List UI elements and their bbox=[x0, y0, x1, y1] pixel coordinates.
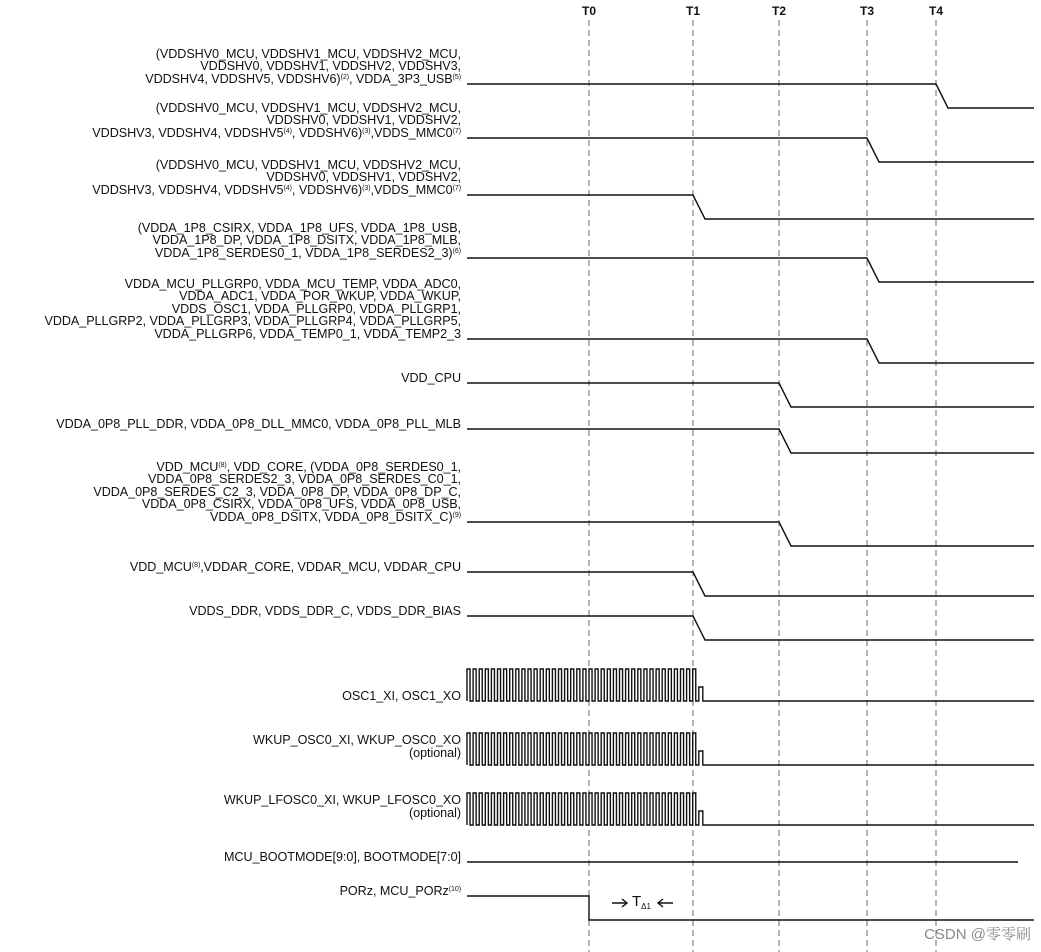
waveform-sig8 bbox=[467, 522, 1034, 546]
signal-label-line bbox=[92, 184, 461, 197]
waveform-path bbox=[467, 195, 1034, 219]
waveform-sig13 bbox=[467, 793, 1034, 825]
signal-label-line bbox=[93, 511, 461, 524]
label-text: VDD_CPU bbox=[401, 371, 461, 385]
label-text: (optional) bbox=[408, 745, 461, 760]
label-text: VDDA_0P8_DSITX, VDDA_0P8_DSITX_C) bbox=[209, 509, 453, 524]
label-text: VDDA_0P8_CSIRX, VDDA_0P8_UFS, VDDA_0P8_USB, bbox=[141, 497, 461, 512]
signal-label-sig9 bbox=[130, 561, 461, 574]
signal-label-line bbox=[44, 328, 461, 341]
footnote-ref: (7) bbox=[452, 127, 461, 135]
time-marker-t4: T4 bbox=[928, 4, 944, 18]
signal-label-sig10 bbox=[189, 605, 461, 618]
label-text: VDDA_1P8_SERDES0_1, VDDA_1P8_SERDES2_3) bbox=[154, 245, 453, 260]
label-text: WKUP_LFOSC0_XI, WKUP_LFOSC0_XO bbox=[223, 793, 461, 808]
label-text: VDDA_PLLGRP6, VDDA_TEMP0_1, VDDA_TEMP2_3 bbox=[154, 326, 461, 341]
label-text: VDDA_MCU_PLLGRP0, VDDA_MCU_TEMP, VDDA_ADC0, bbox=[124, 276, 461, 291]
label-text: VDDS_DDR, VDDS_DDR_C, VDDS_DDR_BIAS bbox=[189, 604, 461, 618]
waveform-sig1 bbox=[467, 84, 1034, 108]
t-delta-arrow-right bbox=[612, 899, 627, 907]
signal-label-line bbox=[224, 807, 461, 820]
waveform-path bbox=[467, 896, 1034, 920]
signal-label-sig7 bbox=[56, 418, 461, 431]
label-text: VDDA_ADC1, VDDA_POR_WKUP, VDDA_WKUP, bbox=[179, 289, 461, 304]
label-text: MCU_BOOTMODE[9:0], BOOTMODE[7:0] bbox=[223, 850, 461, 864]
label-text: VDDSHV0, VDDSHV1, VDDSHV2, VDDSHV3, bbox=[200, 59, 461, 74]
t-delta-label: T bbox=[632, 893, 642, 910]
signal-label-sig4 bbox=[138, 222, 461, 260]
label-text: VDD_MCU bbox=[129, 560, 192, 574]
label-text: (VDDA_1P8_CSIRX, VDDA_1P8_UFS, VDDA_1P8_USB, bbox=[137, 220, 461, 235]
label-text: VDDSHV3, VDDSHV4, VDDSHV5 bbox=[92, 125, 284, 140]
signal-label-line bbox=[401, 372, 461, 385]
label-text: , VDD_CORE, (VDDA_0P8_SERDES0_1, bbox=[226, 459, 461, 474]
waveform-sig11 bbox=[467, 669, 1034, 701]
waveform-sig10 bbox=[467, 616, 1034, 640]
label-text: VDDSHV4, VDDSHV5, VDDSHV6) bbox=[145, 71, 341, 86]
t-delta-subscript: Δ1 bbox=[641, 902, 651, 911]
label-text: VDDA_0P8_SERDES_C2_3, VDDA_0P8_DP, VDDA_0P8_DP_C, bbox=[93, 484, 461, 499]
time-marker-t0: T0 bbox=[581, 4, 597, 18]
waveform-path bbox=[467, 138, 1034, 162]
label-text: ,VDDAR_CORE, VDDAR_MCU, VDDAR_CPU bbox=[200, 560, 461, 574]
footnote-ref: (9) bbox=[452, 511, 461, 519]
waveform-sig5 bbox=[467, 339, 1034, 363]
waveform-sig3 bbox=[467, 195, 1034, 219]
signal-label-line bbox=[224, 851, 461, 864]
signal-label-sig12 bbox=[253, 734, 461, 759]
time-marker-t3: T3 bbox=[859, 4, 875, 18]
signal-label-sig11 bbox=[342, 690, 461, 703]
waveform-path bbox=[467, 669, 1034, 701]
waveform-path bbox=[467, 258, 1034, 282]
signal-label-line bbox=[145, 73, 461, 86]
footnote-ref: (7) bbox=[452, 184, 461, 192]
waveform-path bbox=[467, 572, 1034, 596]
signal-label-sig14 bbox=[224, 851, 461, 864]
time-marker-t1: T1 bbox=[685, 4, 701, 18]
signal-label-line bbox=[92, 127, 461, 140]
signal-label-line bbox=[342, 690, 461, 703]
waveform-sig4 bbox=[467, 258, 1034, 282]
label-text: VDDSHV3, VDDSHV4, VDDSHV5 bbox=[92, 182, 284, 197]
footnote-ref: (8) bbox=[218, 461, 227, 469]
signal-label-line bbox=[253, 747, 461, 760]
waveform-sig7 bbox=[467, 429, 1034, 453]
signal-label-sig3 bbox=[92, 159, 461, 197]
label-text: VDDSHV0, VDDSHV1, VDDSHV2, bbox=[266, 113, 461, 128]
waveform-sig12 bbox=[467, 733, 1034, 765]
footnote-ref: (4) bbox=[283, 127, 292, 135]
signal-label-line bbox=[138, 247, 461, 260]
watermark: CSDN @零零刷 bbox=[924, 926, 1031, 943]
label-text: (VDDSHV0_MCU, VDDSHV1_MCU, VDDSHV2_MCU, bbox=[155, 157, 461, 172]
footnote-ref: (5) bbox=[452, 73, 461, 81]
label-text: VDD_MCU bbox=[156, 459, 219, 474]
label-text: (VDDSHV0_MCU, VDDSHV1_MCU, VDDSHV2_MCU, bbox=[155, 100, 461, 115]
waveform-sig9 bbox=[467, 572, 1034, 596]
signal-label-line bbox=[56, 418, 461, 431]
signal-label-sig1 bbox=[145, 48, 461, 86]
time-marker-t2: T2 bbox=[771, 4, 787, 18]
label-text: VDDA_0P8_PLL_DDR, VDDA_0P8_DLL_MMC0, VDDA_0P8_PLL_MLB bbox=[56, 417, 461, 431]
label-text: VDDA_0P8_SERDES2_3, VDDA_0P8_SERDES_C0_1, bbox=[148, 472, 461, 487]
footnote-ref: (3) bbox=[362, 184, 371, 192]
t-delta-annotation bbox=[632, 893, 651, 911]
label-text: VDDS_OSC1, VDDA_PLLGRP0, VDDA_PLLGRP1, bbox=[171, 301, 461, 316]
footnote-ref: (8) bbox=[191, 562, 201, 569]
waveform-sig15 bbox=[467, 896, 1034, 920]
signal-label-line bbox=[340, 885, 461, 898]
waveform-path bbox=[467, 429, 1034, 453]
waveform-sig6 bbox=[467, 383, 1034, 407]
signal-label-line bbox=[189, 605, 461, 618]
waveform-path bbox=[467, 793, 1034, 825]
label-text: VDDSHV0, VDDSHV1, VDDSHV2, bbox=[266, 170, 461, 185]
footnote-ref: (3) bbox=[362, 127, 371, 135]
waveform-path bbox=[467, 522, 1034, 546]
waveform-path bbox=[467, 383, 1034, 407]
label-text: , VDDA_3P3_USB bbox=[348, 71, 453, 86]
signal-label-sig5 bbox=[44, 278, 461, 341]
signal-label-sig6 bbox=[401, 372, 461, 385]
label-text: VDDA_PLLGRP2, VDDA_PLLGRP3, VDDA_PLLGRP4, VDDA_PLLGRP5, bbox=[44, 314, 461, 329]
footnote-ref: (6) bbox=[452, 247, 461, 255]
footnote-ref: (4) bbox=[283, 184, 292, 192]
signal-label-sig8 bbox=[93, 461, 461, 524]
label-text: , VDDSHV6) bbox=[291, 125, 363, 140]
waveform-path bbox=[467, 84, 1034, 108]
waveform-sig2 bbox=[467, 138, 1034, 162]
signal-label-sig2 bbox=[92, 102, 461, 140]
label-text: PORz, MCU_PORz bbox=[339, 884, 449, 898]
t-delta-arrow-left bbox=[658, 899, 673, 907]
label-text: (optional) bbox=[408, 805, 461, 820]
waveform-path bbox=[467, 616, 1034, 640]
signal-label-sig13 bbox=[224, 794, 461, 819]
label-text: (VDDSHV0_MCU, VDDSHV1_MCU, VDDSHV2_MCU, bbox=[155, 46, 461, 61]
waveform-path bbox=[467, 339, 1034, 363]
label-text: OSC1_XI, OSC1_XO bbox=[342, 689, 461, 703]
label-text: ,VDDS_MMC0 bbox=[370, 125, 453, 140]
footnote-ref: (2) bbox=[340, 73, 349, 81]
label-text: VDDA_1P8_DP, VDDA_1P8_DSITX, VDDA_1P8_MLB, bbox=[152, 233, 461, 248]
label-text: , VDDSHV6) bbox=[291, 182, 363, 197]
waveform-path bbox=[467, 733, 1034, 765]
signal-label-sig15 bbox=[340, 885, 461, 898]
footnote-ref: (10) bbox=[448, 886, 461, 893]
label-text: ,VDDS_MMC0 bbox=[370, 182, 453, 197]
signal-label-line bbox=[130, 561, 461, 574]
label-text: WKUP_OSC0_XI, WKUP_OSC0_XO bbox=[253, 733, 461, 748]
